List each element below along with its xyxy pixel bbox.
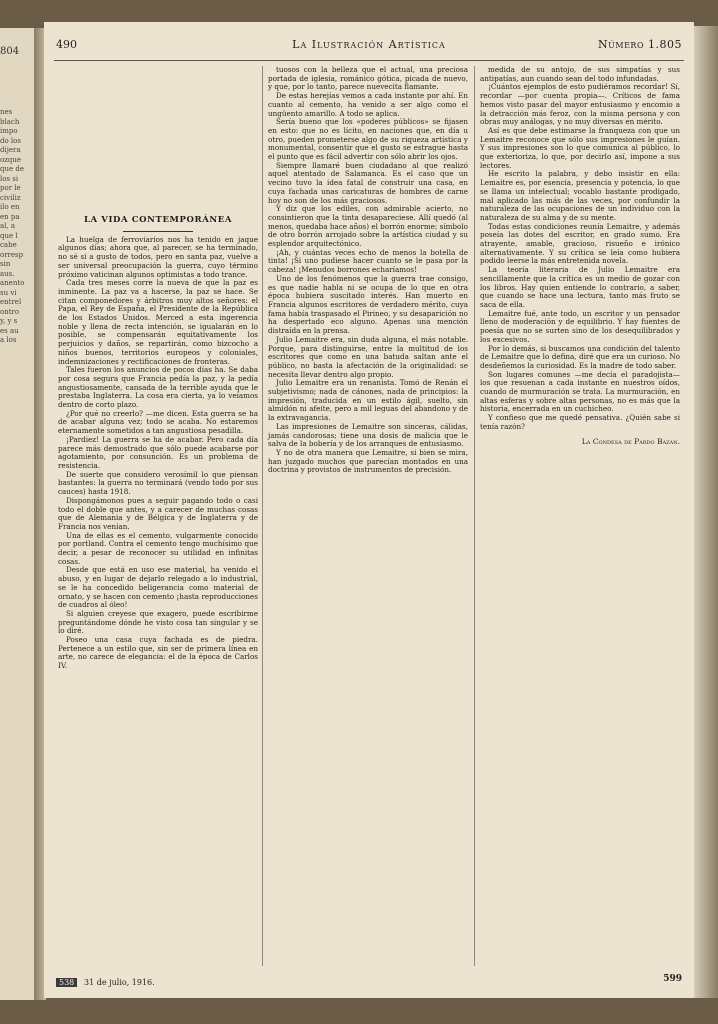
previous-page-number: 804: [0, 46, 20, 57]
page-footer: [56, 974, 682, 992]
paragraph: medida de su antojo, de sus simpatías y sus antipatías, aun cuando sean del todo infundadas.: [480, 65, 680, 83]
previous-page-edge: [0, 28, 36, 1000]
magazine-title: La Ilustración Artística: [292, 38, 446, 51]
column-divider: [262, 66, 263, 966]
previous-page-text-fragments: nes blach impo do los dijera ozque que de los si por le civiliz ilo en en pa al, a que l cabe orresp sin aus. anento su vi entrel ontro y, y s es au a los: [0, 108, 25, 344]
paragraph: Una de ellas es el cemento, vulgarmente conocido por portland. Contra el cemento tengo muchísimo que decir, a pesar de reconocer su utilidad en infinitas cosas.: [58, 530, 258, 566]
paragraph: He escrito la palabra, y debo insistir en ella: Lemaitre es, por esencia, presencia y potencia, lo que se llama un intelectual; vocablo bastante prodigado, mal aplicado las más de las veces, por confundir la naturaleza de las ocupaciones de un individuo con la naturaleza de su alma y de su mente.: [480, 169, 680, 222]
paragraph: Lemaitre fué, ante todo, un escritor y un pensador lleno de moderación y de equilibrio. Y hay fuentes de poesía que no se surten sino de los desequilibrados y los excesivos.: [480, 308, 680, 344]
column-3: [480, 66, 680, 446]
paragraph: De estas herejías vemos a cada instante por ahí. En cuanto al cemento, ha venido a ser algo como el ungüento amarillo. A todo se aplica.: [268, 91, 468, 118]
header-rule: [54, 60, 684, 61]
paragraph: Así es que debe estimarse la franqueza con que un Lemaitre reconoce que sólo sus impresiones le guían. Y sus impresiones son lo que comunica al público, lo que exterioriza, lo que, por decirlo así, impone a sus lectores.: [480, 125, 680, 170]
paragraph: Tales fueron los anuncios de pocos días ha. Se daba por cosa segura que Francia pedía la paz, y la pedía angustiosamente, cansada de la terrible ayuda que le prestaba Inglaterra. La cosa era cierta, ya lo veíamos dentro de corto plazo.: [58, 365, 258, 410]
paragraph: Todas estas condiciones reunía Lemaitre, y además poseía las dotes del escritor, en grado sumo. Era atrayente, amable, gracioso, risueño e irónico alternativamente. Y su crítica se leía como hubiera podido leerse la más entretenida novela.: [480, 221, 680, 266]
paragraph: Por lo demás, si buscamos una condición del talento de Lemaitre que lo defina, diré que era un curioso. No desdeñemos la curiosidad. Es la madre de todo saber.: [480, 343, 680, 370]
paragraph: ¡Cuántos ejemplos de esto pudiéramos recordar! Sí, recordar —por cuenta propia—. Críticos de fama hemos visto pasar del mayor entusiasmo y encomio a la detracción más feroz, con la misma persona y con obras muy análogas, y no muy diversas en mérito.: [480, 82, 680, 127]
paragraph: Y no de otra manera que Lemaitre, si bien se mira, han juzgado muchos que parecían montados en una doctrina y provistos de instrumentos de precisión.: [268, 447, 468, 475]
paragraph: Siempre llamaré buen ciudadano al que realizó aquel atentado de Salamanca. Es el caso que un vecino tuvo la idea fatal de construir una casa, en cuya fachada unas caricaturas de hombres de carne hoy no son de los más graciosos.: [268, 160, 468, 205]
paragraph: Y diz que los ediles, con admirable acierto, no consintieron que la tinta desapareciese. Allí quedó (al menos, quedaba hace años) el borrón enorme; símbolo de otro borrón arrojado sobre la artística ciudad y su esplendor arquitectónico.: [268, 204, 468, 249]
paragraph: tuosos con la belleza que el actual, una preciosa portada de iglesia, románico gótica, picada de nuevo, y que, por lo tanto, parece nuevecita flamante.: [268, 65, 468, 92]
paragraph: Desde que está en uso ese material, ha venido el abuso, y en lugar de dejarlo relegado a lo industrial, se le ha concedido beligerancia como material de ornato, y se hacen con cemento ¡hasta reproducciones de cuadros al óleo!: [58, 565, 258, 610]
page: [44, 22, 694, 998]
paragraph: Si alguien creyese que exagero, puede escribirme preguntándome dónde he visto cosa tan singular y se lo diré.: [58, 608, 258, 636]
footer-date: 31 de julio, 1916.: [84, 978, 155, 987]
column-2: [268, 66, 468, 475]
column-1: [58, 66, 258, 671]
paragraph: ¡Pardiez! La guerra se ha de acabar. Pero cada día parece más demostrado que sólo puede acabarse por agotamiento, por consunción. Es un problema de resistencia.: [58, 434, 258, 470]
paragraph: Son lugares comunes —me decía el paradojista— los que resuenan a cada instante en nuestros oídos, cuando de murmuración se trata. La murmuración, en altas esferas y sobre altas personas, no es más que la historia, encerrada en un cuchicheo.: [480, 369, 680, 414]
paragraph: Dispongámonos pues a seguir pagando todo o casi todo el doble que antes, y a carecer de muchas cosas que de Alemania y de Bélgica y de Inglaterra y de Francia nos venían.: [58, 495, 258, 531]
paragraph: Poseo una casa cuya fachada es de piedra. Pertenece a un estilo que, sin ser de primera línea en arte, no carece de elegancia: el de la época de Carlos IV.: [58, 635, 258, 671]
paragraph: Sería bueno que los «poderes públicos» se fijasen en esto: que no es lícito, en naciones que, en día u otro, pueden prometerse algo de su riqueza artística y monumental, consentir que el gusto se estrague hasta el punto que es fácil advertir con sólo abrir los ojos.: [268, 117, 468, 162]
page-header: [56, 38, 682, 56]
paragraph: Y confieso que me quedé pensativa. ¿Quién sabe si tenía razón?: [480, 413, 680, 431]
paragraph: Las impresiones de Lemaitre son sinceras, cálidas, jamás candorosas; tiene una dosis de malicia que le salva de la bobería y de los arranques de entusiasmo.: [268, 421, 468, 449]
paragraph: Uno de los fenómenos que la guerra trae consigo, es que nadie habla ni se ocupa de lo que en otra época hubiera suscitado interés. Han muerto en Francia algunos escritores de verdadero mérito, cuya fama había traspasado el Pirineo, y su desaparición no ha despertado eco alguno. Apenas una mención distraída en la prensa.: [268, 273, 468, 336]
paragraph: La huelga de ferroviarios nos ha tenido en jaque algunos días; ahora que, al parecer, se ha terminado, no sé si a gusto de todos, pero en santa paz, vuelve a ser universal preocupación la guerra, cuyo término próximo vaticinan algunos optimistas a todo trance.: [58, 234, 258, 279]
footer-page-number: 599: [663, 974, 682, 984]
paragraph: ¡Ah, y cuántas veces echo de menos la botella de tinta! ¡Si uno pudiese hacer cuanto se le pasa por la cabeza! ¡Menudos borrones echaríamos!: [268, 247, 468, 275]
section-title: LA VIDA CONTEMPORÁNEA: [83, 215, 233, 225]
column-divider: [474, 66, 475, 966]
paragraph: La teoría literaria de Julio Lemaitre era sencillamente que la crítica es un medio de gozar con los libros. Hay quien entiende lo contrario, a saber, que cuando se hace una lectura, tanto más fruto se saca de ella.: [480, 265, 680, 309]
signature: La Condesa de Pardo Bazán.: [581, 436, 680, 446]
page-number: 490: [56, 38, 77, 51]
paragraph: De suerte que considero verosímil lo que piensan bastantes: la guerra no terminará (vendo todo por sus cauces) hasta 1918.: [58, 469, 258, 497]
paragraph: Julio Lemaitre era un renanista. Tomó de Renán el subjetivismo; nada de cánones, nada de principios: la impresión, traducida en un estilo ágil, suelto, sin almidón ni afeite, pero a mil leguas del abandono y de la extravagancia.: [268, 378, 468, 423]
section-rule: [123, 231, 193, 232]
footer-badge: 538: [56, 978, 77, 987]
paragraph: ¿Por qué no creerlo? —me dicen. Esta guerra se ha de acabar alguna vez; todo se acaba. No estaremos eternamente sometidos a tan angustiosa pesadilla.: [58, 408, 258, 436]
paragraph: Cada tres meses corre la nueva de que la paz es inminente. La paz va a hacerse, la paz se hace. Se citan componedores y árbitros muy altos señores: el Papa, el Rey de España, el Presidente de la República de los Estados Unidos. Merced a esta ingerencia noble y llena de recta intención, se igualarán en lo posible, se compensarán equitativamente los perjuicios y daños, se repartirán, como bizcocho a niños buenos, territorios europeos y coloniales, indemnizaciones y rectificaciones de fronteras.: [58, 278, 258, 366]
issue-number: Número 1.805: [598, 38, 682, 51]
right-page-edge: [694, 26, 718, 998]
paragraph: Julio Lemaitre era, sin duda alguna, el más notable. Porque, para distinguirse, entre la multitud de los escritores que como en una batuda saltan ante el público, no basta la afectación de la originalidad: se necesita llevar dentro algo propio.: [268, 334, 468, 379]
